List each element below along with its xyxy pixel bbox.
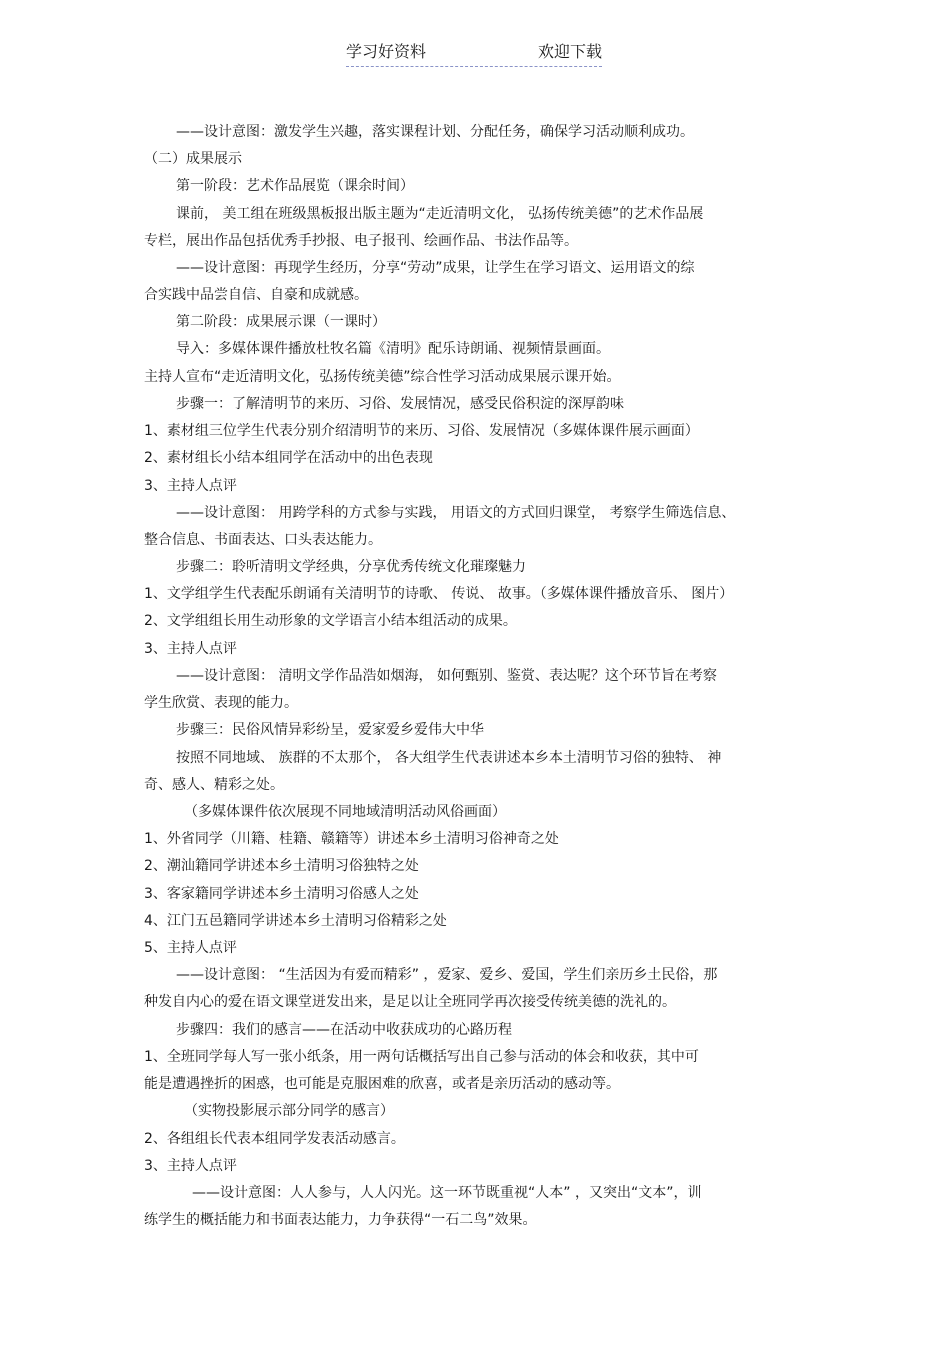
text-line: 练学生的概括能力和书面表达能力，力争获得“一石二鸟”效果。 (144, 1212, 537, 1228)
text-line: ——设计意图： 清明文学作品浩如烟海， 如何甄别、鉴赏、表达呢？这个环节旨在考察 (176, 668, 717, 684)
text-line: ——设计意图：再现学生经历，分享“劳动”成果，让学生在学习语文、运用语文的综 (176, 260, 695, 276)
text-line: 种发自内心的爱在语文课堂迸发出来，是足以让全班同学再次接受传统美德的洗礼的。 (144, 994, 676, 1010)
section-heading: （二）成果展示 (144, 151, 242, 167)
text-line: ——设计意图： “生活因为有爱而精彩” ，爱家、爱乡、爱国，学生们亲历乡土民俗，那 (176, 967, 718, 983)
text-line: 2、潮汕籍同学讲述本乡土清明习俗独特之处 (144, 858, 419, 874)
text-line: 1、文学组学生代表配乐朗诵有关清明节的诗歌、 传说、 故事。（多媒体课件播放音乐、 图片） (144, 586, 734, 602)
text-line: 按照不同地域、 族群的不太那个， 各大组学生代表讲述本乡本土清明节习俗的独特、 神 (176, 750, 722, 766)
text-line: 1、全班同学每人写一张小纸条，用一两句话概括写出自己参与活动的体会和收获，其中可 (144, 1049, 699, 1065)
text-line: 1、素材组三位学生代表分别介绍清明节的来历、习俗、发展情况（多媒体课件展示画面） (144, 423, 699, 439)
text-line: 能是遭遇挫折的困惑，也可能是克服困难的欣喜，或者是亲历活动的感动等。 (144, 1076, 620, 1092)
text-line: 3、主持人点评 (144, 478, 237, 494)
text-line: 2、文学组组长用生动形象的文学语言小结本组活动的成果。 (144, 613, 517, 629)
text-line: 3、主持人点评 (144, 1158, 237, 1174)
text-line: 步骤四：我们的感言——在活动中收获成功的心路历程 (176, 1022, 512, 1038)
text-line: 步骤一：了解清明节的来历、习俗、发展情况，感受民俗积淀的深厚韵味 (176, 396, 624, 412)
text-line: 主持人宣布“走近清明文化，弘扬传统美德”综合性学习活动成果展示课开始。 (144, 369, 621, 385)
text-line: 3、客家籍同学讲述本乡土清明习俗感人之处 (144, 886, 419, 902)
header-right-text: 欢迎下载 (537, 42, 602, 61)
text-line: 4、江门五邑籍同学讲述本乡土清明习俗精彩之处 (144, 913, 447, 929)
text-line: 第二阶段：成果展示课（一课时） (176, 314, 386, 330)
text-line: ——设计意图：人人参与，人人闪光。这一环节既重视“人本” ，又突出“文本”，训 (192, 1185, 702, 1201)
text-line: 整合信息、书面表达、口头表达能力。 (144, 532, 382, 548)
text-line: 课前， 美工组在班级黑板报出版主题为“走近清明文化， 弘扬传统美德”的艺术作品展 (176, 206, 704, 222)
text-line: 第一阶段：艺术作品展览（课余时间） (176, 178, 414, 194)
text-line: 合实践中品尝自信、自豪和成就感。 (144, 287, 368, 303)
text-line: 导入：多媒体课件播放杜牧名篇《清明》配乐诗朗诵、视频情景画面。 (176, 341, 610, 357)
text-line: 专栏，展出作品包括优秀手抄报、电子报刊、绘画作品、书法作品等。 (144, 233, 578, 249)
text-line: 1、外省同学（川籍、桂籍、赣籍等）讲述本乡土清明习俗神奇之处 (144, 831, 559, 847)
text-line: （实物投影展示部分同学的感言） (184, 1103, 394, 1119)
text-line: 奇、感人、精彩之处。 (144, 777, 284, 793)
text-line: 3、主持人点评 (144, 641, 237, 657)
page-header (346, 42, 602, 67)
header-left-text: 学习好资料 (346, 42, 427, 61)
text-line: （多媒体课件依次展现不同地域清明活动风俗画面） (184, 804, 506, 820)
text-line: ——设计意图： 用跨学科的方式参与实践， 用语文的方式回归课堂， 考察学生筛选信息、 (176, 505, 736, 521)
text-line: 步骤二：聆听清明文学经典，分享优秀传统文化璀璨魅力 (176, 559, 526, 575)
text-line: 步骤三：民俗风情异彩纷呈，爱家爱乡爱伟大中华 (176, 722, 484, 738)
text-line: 5、主持人点评 (144, 940, 237, 956)
text-line: 学生欣赏、表现的能力。 (144, 695, 298, 711)
text-line: 2、素材组长小结本组同学在活动中的出色表现 (144, 450, 433, 466)
text-line: 2、各组组长代表本组同学发表活动感言。 (144, 1131, 405, 1147)
text-line: ——设计意图：激发学生兴趣，落实课程计划、分配任务，确保学习活动顺利成功。 (176, 124, 694, 140)
